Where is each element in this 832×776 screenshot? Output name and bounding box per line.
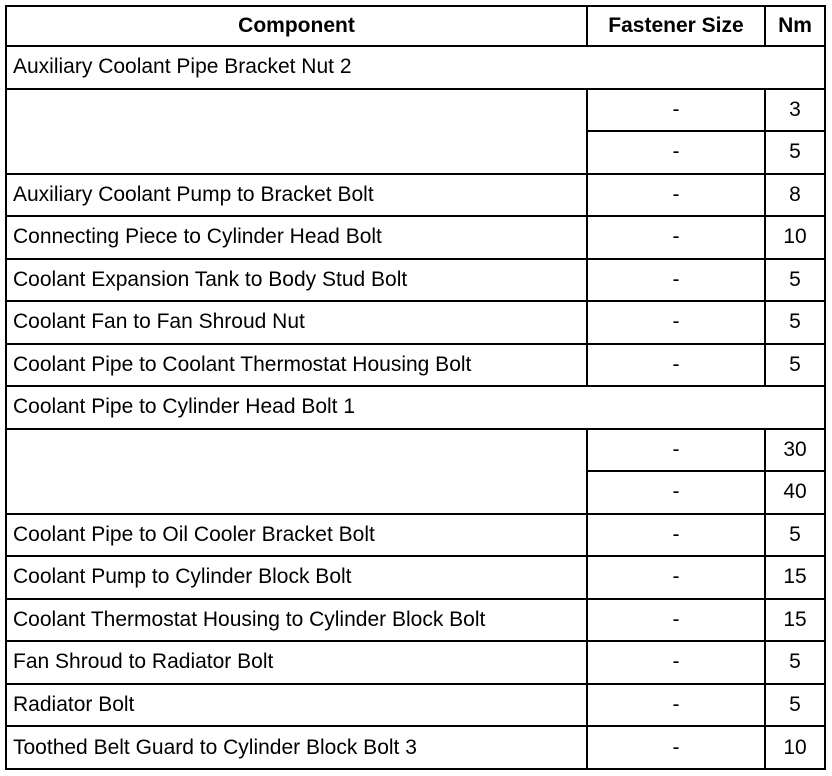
table-row (6, 89, 825, 132)
component-cell: Toothed Belt Guard to Cylinder Block Bolt 3 (6, 726, 587, 769)
nm-cell: 5 (765, 514, 825, 557)
table-row (6, 216, 825, 259)
component-cell: Coolant Pump to Cylinder Block Bolt (6, 556, 587, 599)
table-row (6, 684, 825, 727)
table-row (6, 174, 825, 217)
empty-component-cell (6, 89, 587, 174)
component-cell: Radiator Bolt (6, 684, 587, 727)
fastener-size-cell: - (587, 726, 765, 769)
group-row (6, 46, 825, 89)
nm-cell: 3 (765, 89, 825, 132)
fastener-size-cell: - (587, 599, 765, 642)
empty-component-cell (6, 429, 587, 514)
component-cell: Coolant Pipe to Oil Cooler Bracket Bolt (6, 514, 587, 557)
nm-cell: 5 (765, 259, 825, 302)
fastener-size-cell: - (587, 301, 765, 344)
header-fastener-size: Fastener Size (587, 6, 765, 46)
group-row (6, 386, 825, 429)
nm-cell: 10 (765, 726, 825, 769)
table-row (6, 599, 825, 642)
table-row (6, 344, 825, 387)
component-cell: Fan Shroud to Radiator Bolt (6, 641, 587, 684)
table-row (6, 259, 825, 302)
component-cell: Coolant Thermostat Housing to Cylinder Block Bolt (6, 599, 587, 642)
fastener-size-cell: - (587, 556, 765, 599)
fastener-size-cell: - (587, 216, 765, 259)
component-cell: Connecting Piece to Cylinder Head Bolt (6, 216, 587, 259)
fastener-size-cell: - (587, 429, 765, 472)
fastener-size-cell: - (587, 344, 765, 387)
nm-cell: 15 (765, 599, 825, 642)
table-row (6, 726, 825, 769)
fastener-size-cell: - (587, 131, 765, 174)
component-cell: Coolant Fan to Fan Shroud Nut (6, 301, 587, 344)
fastener-size-cell: - (587, 471, 765, 514)
torque-spec-table (5, 5, 826, 770)
header-component: Component (6, 6, 587, 46)
group-component: Auxiliary Coolant Pipe Bracket Nut 2 (6, 46, 825, 89)
nm-cell: 5 (765, 344, 825, 387)
nm-cell: 40 (765, 471, 825, 514)
component-cell: Coolant Pipe to Coolant Thermostat Housing Bolt (6, 344, 587, 387)
component-cell: Auxiliary Coolant Pump to Bracket Bolt (6, 174, 587, 217)
header-nm: Nm (765, 6, 825, 46)
table-row (6, 301, 825, 344)
fastener-size-cell: - (587, 684, 765, 727)
nm-cell: 5 (765, 301, 825, 344)
nm-cell: 5 (765, 684, 825, 727)
component-cell: Coolant Expansion Tank to Body Stud Bolt (6, 259, 587, 302)
group-component: Coolant Pipe to Cylinder Head Bolt 1 (6, 386, 825, 429)
nm-cell: 10 (765, 216, 825, 259)
fastener-size-cell: - (587, 259, 765, 302)
fastener-size-cell: - (587, 514, 765, 557)
table-row (6, 514, 825, 557)
table-row (6, 556, 825, 599)
nm-cell: 5 (765, 641, 825, 684)
nm-cell: 5 (765, 131, 825, 174)
nm-cell: 30 (765, 429, 825, 472)
header-row (6, 6, 825, 46)
fastener-size-cell: - (587, 174, 765, 217)
fastener-size-cell: - (587, 89, 765, 132)
fastener-size-cell: - (587, 641, 765, 684)
table-row (6, 429, 825, 472)
table-row (6, 641, 825, 684)
nm-cell: 15 (765, 556, 825, 599)
nm-cell: 8 (765, 174, 825, 217)
